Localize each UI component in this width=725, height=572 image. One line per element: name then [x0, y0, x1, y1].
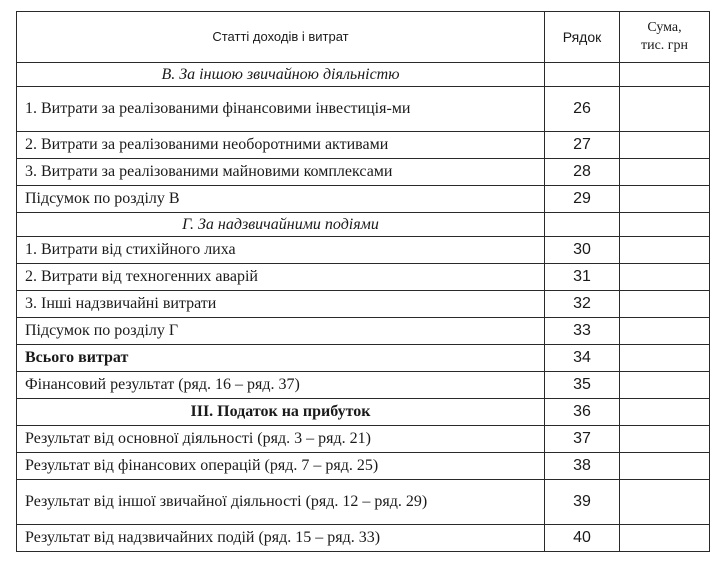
sum-cell — [620, 213, 710, 237]
table-row — [17, 372, 710, 399]
table-row — [17, 186, 710, 213]
table-body — [17, 63, 710, 552]
table-row — [17, 453, 710, 480]
row-label: Результат від фінансових операцій (ряд. 7 – ряд. 25) — [17, 453, 545, 480]
sum-cell — [620, 132, 710, 159]
sum-cell — [620, 159, 710, 186]
table-row — [17, 159, 710, 186]
section-title: В. За іншою звичайною діяльністю — [17, 63, 545, 87]
row-label: Результат від основної діяльності (ряд. 3 – ряд. 21) — [17, 426, 545, 453]
row-code: 40 — [545, 525, 620, 552]
table-row — [17, 525, 710, 552]
header-sum-line1: Сума, — [647, 20, 682, 35]
sum-cell — [620, 426, 710, 453]
row-code: 33 — [545, 318, 620, 345]
table-row — [17, 291, 710, 318]
row-label: III. Податок на прибуток — [17, 399, 545, 426]
section-title: Г. За надзвичайними подіями — [17, 213, 545, 237]
table-row — [17, 213, 710, 237]
report-table-container — [16, 11, 710, 552]
row-label: Результат від надзвичайних подій (ряд. 15 – ряд. 33) — [17, 525, 545, 552]
income-expense-table — [16, 11, 710, 552]
table-row — [17, 426, 710, 453]
sum-cell — [620, 525, 710, 552]
row-code: 30 — [545, 237, 620, 264]
sum-cell — [620, 318, 710, 345]
row-label: 3. Інші надзвичайні витрати — [17, 291, 545, 318]
row-code: 37 — [545, 426, 620, 453]
sum-cell — [620, 453, 710, 480]
row-label: Всього витрат — [17, 345, 545, 372]
row-label: Підсумок по розділу В — [17, 186, 545, 213]
row-label: Результат від іншої звичайної діяльності (ряд. 12 – ряд. 29) — [17, 480, 545, 525]
sum-cell — [620, 264, 710, 291]
sum-cell — [620, 237, 710, 264]
row-code — [545, 63, 620, 87]
table-row — [17, 345, 710, 372]
row-code: 38 — [545, 453, 620, 480]
sum-cell — [620, 345, 710, 372]
row-label: 2. Витрати за реалізованими необоротними активами — [17, 132, 545, 159]
sum-cell — [620, 291, 710, 318]
sum-cell — [620, 399, 710, 426]
sum-cell — [620, 480, 710, 525]
header-row-code: Рядок — [545, 12, 620, 63]
sum-cell — [620, 186, 710, 213]
row-label: Підсумок по розділу Г — [17, 318, 545, 345]
row-label: Фінансовий результат (ряд. 16 – ряд. 37) — [17, 372, 545, 399]
table-row — [17, 399, 710, 426]
row-code — [545, 213, 620, 237]
header-sum-line2: тис. грн — [640, 38, 689, 53]
header-items: Статті доходів і витрат — [17, 12, 545, 63]
header-sum — [620, 12, 710, 63]
sum-cell — [620, 63, 710, 87]
row-code: 29 — [545, 186, 620, 213]
table-row — [17, 264, 710, 291]
table-row — [17, 318, 710, 345]
row-label: 1. Витрати від стихійного лиха — [17, 237, 545, 264]
row-code: 39 — [545, 480, 620, 525]
table-row — [17, 132, 710, 159]
table-row — [17, 87, 710, 132]
table-row — [17, 237, 710, 264]
sum-cell — [620, 87, 710, 132]
row-label: 2. Витрати від техногенних аварій — [17, 264, 545, 291]
row-code: 36 — [545, 399, 620, 426]
table-row — [17, 63, 710, 87]
table-row — [17, 480, 710, 525]
row-code: 28 — [545, 159, 620, 186]
row-code: 27 — [545, 132, 620, 159]
row-label: 3. Витрати за реалізованими майновими комплексами — [17, 159, 545, 186]
sum-cell — [620, 372, 710, 399]
row-code: 34 — [545, 345, 620, 372]
row-code: 32 — [545, 291, 620, 318]
row-code: 35 — [545, 372, 620, 399]
table-header-row — [17, 12, 710, 63]
row-code: 26 — [545, 87, 620, 132]
row-label: 1. Витрати за реалізованими фінансовими інвестиція-ми — [17, 87, 545, 132]
row-code: 31 — [545, 264, 620, 291]
